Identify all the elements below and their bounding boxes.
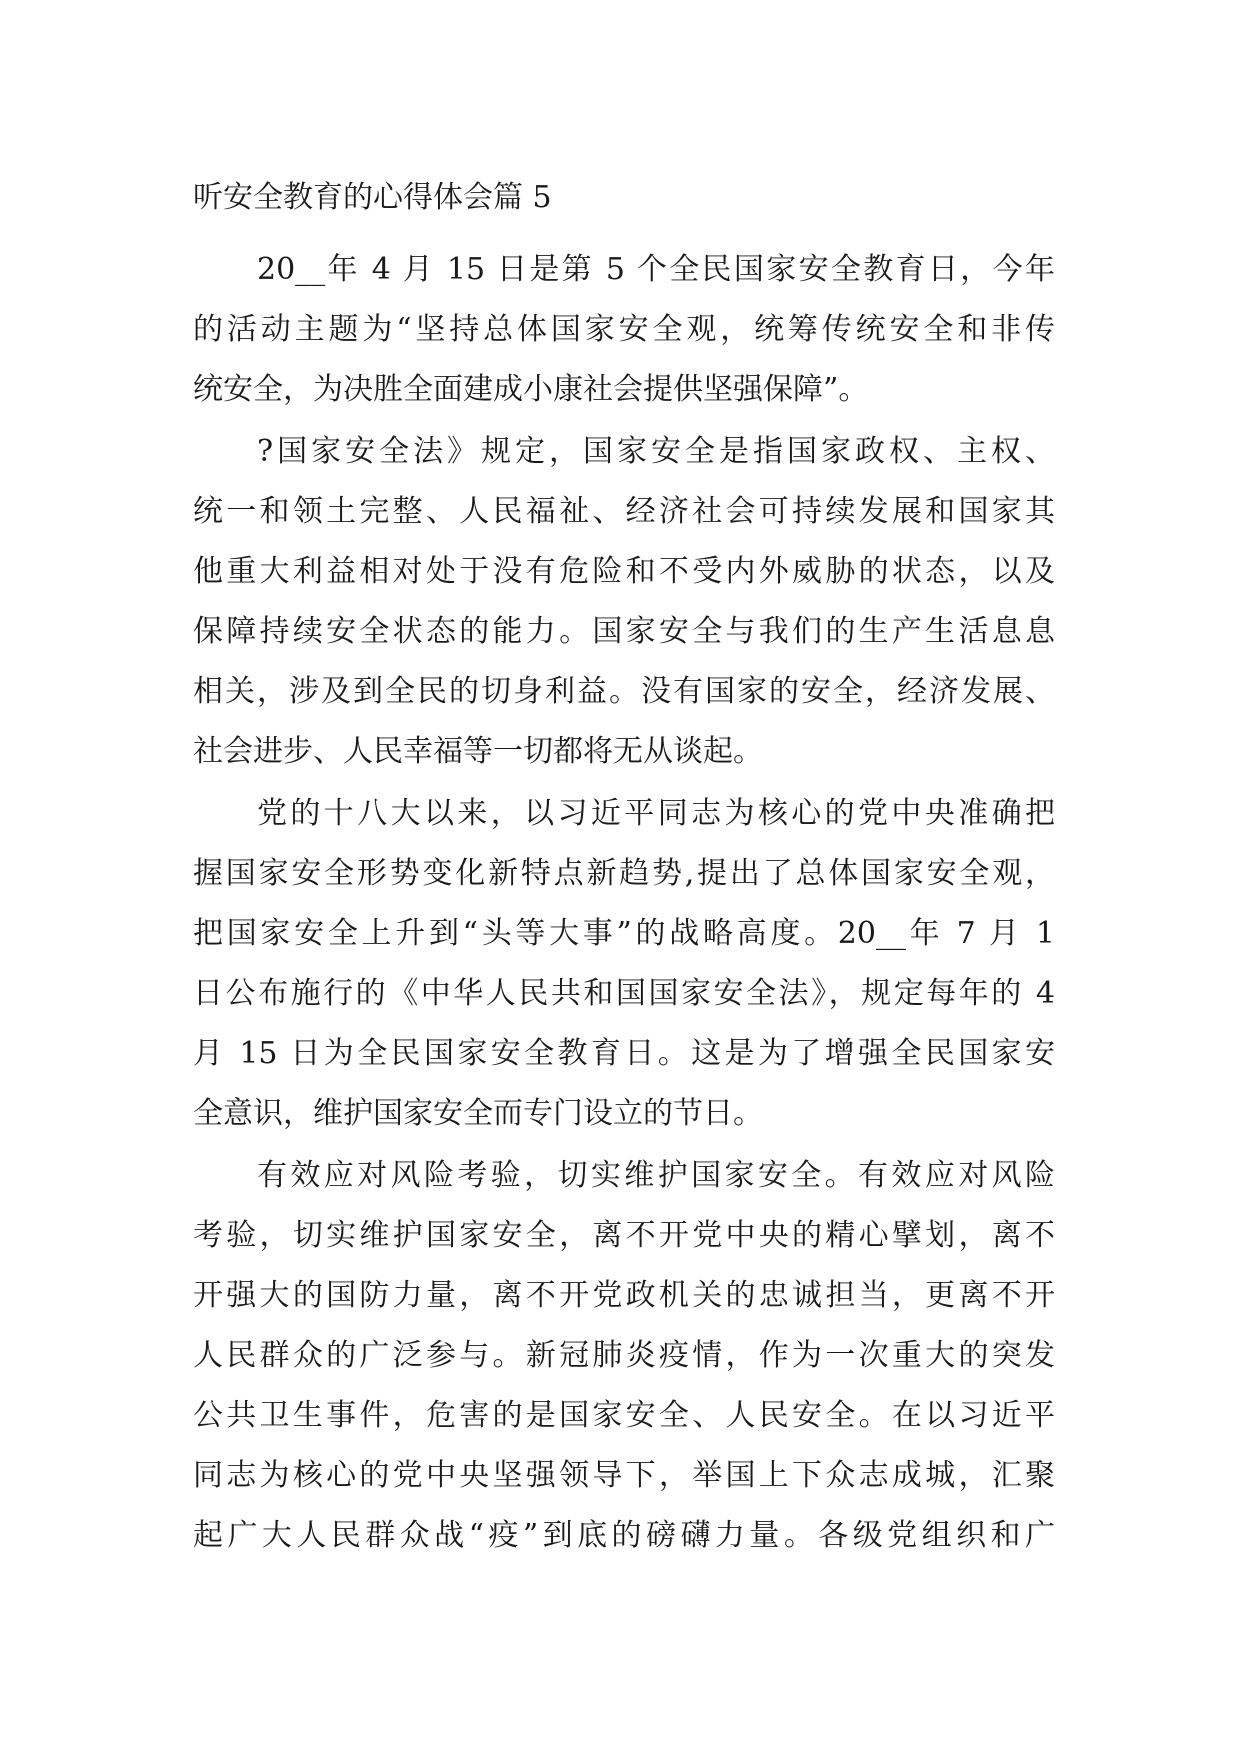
paragraph-3-line-4: 日公布施行的《中华人民共和国国家安全法》，规定每年的 4 bbox=[193, 976, 1055, 1011]
paragraph-3-line-3: 把国家安全上升到“头等大事”的战略高度。20__年 7 月 1 bbox=[193, 916, 1055, 951]
paragraph-1-line-2: 的活动主题为“坚持总体国家安全观，统筹传统安全和非传 bbox=[193, 312, 1055, 347]
paragraph-2-line-6: 社会进步、人民幸福等一切都将无从谈起。 bbox=[193, 734, 763, 769]
paragraph-4-line-2: 考验，切实维护国家安全，离不开党中央的精心擘划，离不 bbox=[193, 1218, 1055, 1253]
paragraph-3-line-1: 党的十八大以来，以习近平同志为核心的党中央准确把 bbox=[257, 796, 1055, 831]
paragraph-4-line-3: 开强大的国防力量，离不开党政机关的忠诚担当，更离不开 bbox=[193, 1278, 1055, 1313]
paragraph-2-line-4: 保障持续安全状态的能力。国家安全与我们的生产生活息息 bbox=[193, 614, 1055, 649]
paragraph-1-line-1: 20__年 4 月 15 日是第 5 个全民国家安全教育日，今年 bbox=[257, 252, 1055, 287]
paragraph-4-line-7: 起广大人民群众战“疫”到底的磅礴力量。各级党组织和广 bbox=[193, 1518, 1055, 1553]
paragraph-4-line-5: 公共卫生事件，危害的是国家安全、人民安全。在以习近平 bbox=[193, 1398, 1055, 1433]
paragraph-2-line-2: 统一和领土完整、人民福祉、经济社会可持续发展和国家其 bbox=[193, 494, 1055, 529]
paragraph-2-line-1: ?国家安全法》规定，国家安全是指国家政权、主权、 bbox=[257, 434, 1055, 469]
paragraph-2-line-5: 相关，涉及到全民的切身利益。没有国家的安全，经济发展、 bbox=[193, 674, 1055, 709]
document-title: 听安全教育的心得体会篇 5 bbox=[193, 180, 552, 215]
paragraph-4-line-4: 人民群众的广泛参与。新冠肺炎疫情，作为一次重大的突发 bbox=[193, 1338, 1055, 1373]
paragraph-4-line-6: 同志为核心的党中央坚强领导下，举国上下众志成城，汇聚 bbox=[193, 1458, 1055, 1493]
paragraph-3-line-6: 全意识，维护国家安全而专门设立的节日。 bbox=[193, 1096, 763, 1131]
paragraph-2-line-3: 他重大利益相对处于没有危险和不受内外威胁的状态，以及 bbox=[193, 554, 1055, 589]
paragraph-3-line-5: 月 15 日为全民国家安全教育日。这是为了增强全民国家安 bbox=[193, 1036, 1055, 1071]
paragraph-4-line-1: 有效应对风险考验，切实维护国家安全。有效应对风险 bbox=[257, 1158, 1055, 1193]
paragraph-3-line-2: 握国家安全形势变化新特点新趋势,提出了总体国家安全观， bbox=[193, 856, 1055, 891]
paragraph-1-line-3: 统安全，为决胜全面建成小康社会提供坚强保障”。 bbox=[193, 372, 869, 407]
